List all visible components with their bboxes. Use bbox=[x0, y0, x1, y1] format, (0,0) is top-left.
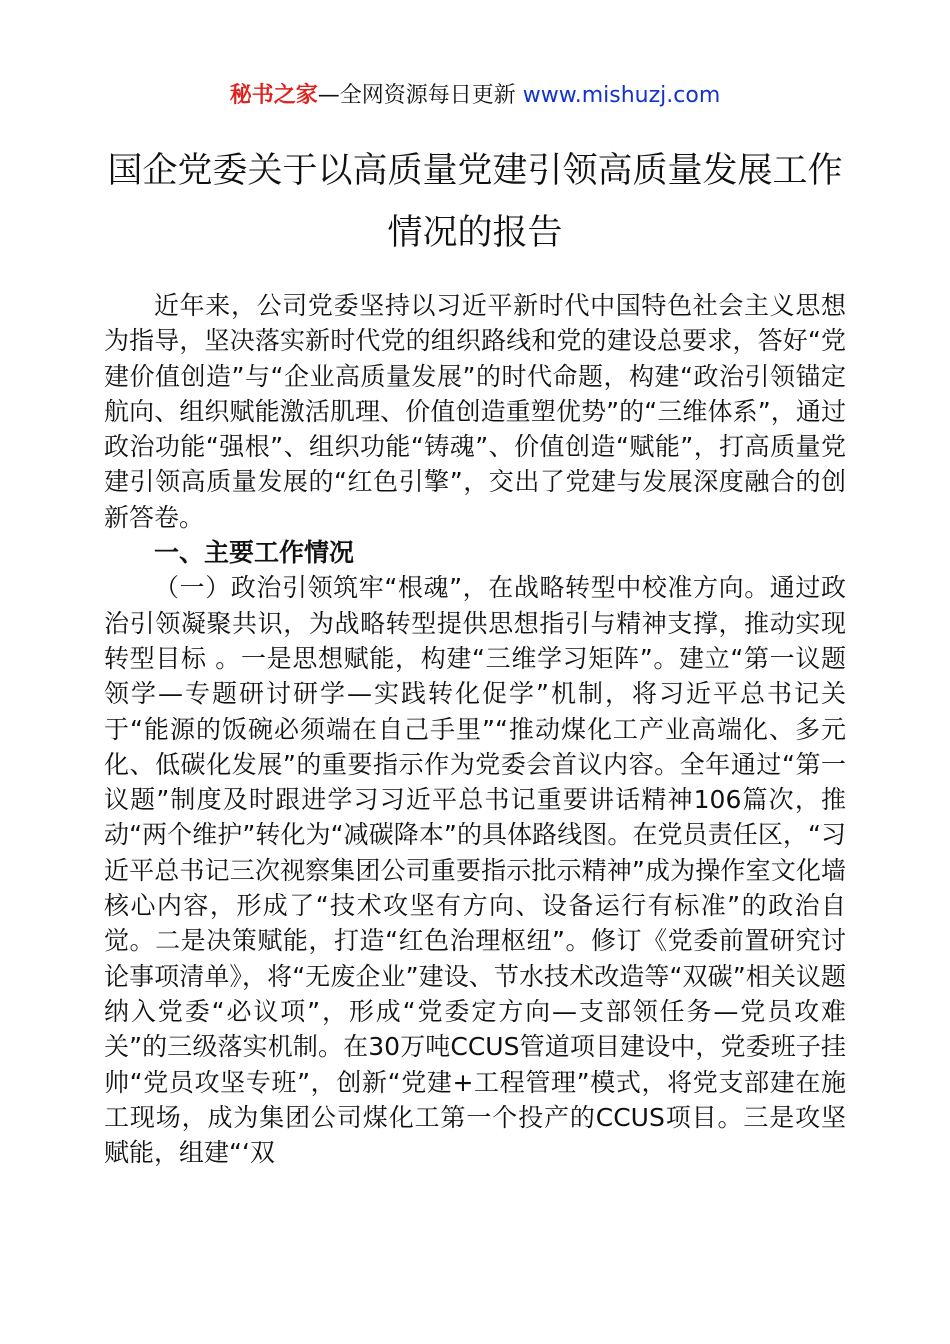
intro-paragraph: 近年来，公司党委坚持以习近平新时代中国特色社会主义思想为指导，坚决落实新时代党的组织路线和党的建设总要求，答好“党建价值创造”与“企业高质量发展”的时代命题，构建“政治引领锚定航向、组织赋能激活肌理、价值创造重塑优势”的“三维体系”，通过政治功能“强根”、组织功能“铸魂”、价值创造“赋能”，打高质量党建引领高质量发展的“红色引擎”，交出了党建与发展深度融合的创新答卷。 bbox=[104, 291, 846, 532]
document-title bbox=[80, 140, 870, 264]
site-tagline: —全网资源每日更新 bbox=[317, 83, 516, 108]
section-paragraph: （一）政治引领筑牢“根魂”，在战略转型中校准方向。通过政治引领凝聚共识，为战略转型提供思想指引与精神支撑，推动实现转型目标 。一是思想赋能，构建“三维学习矩阵”。建立“第一议题领学—专题研讨研学—实践转化促学”机制，将习近平总书记关于“能源的饭碗必须端在自己手里”“推动煤化工产业高端化、多元化、低碳化发展”的重要指示作为党委会首议内容。全年通过“第一议题”制度及时跟进学习习近平总书记重要讲话精神106篇次，推动“两个维护”转化为“减碳降本”的具体路线图。在党员责任区，“习近平总书记三次视察集团公司重要指示批示精神”成为操作室文化墙核心内容，形成了“技术攻坚有方向、设备运行有标准”的政治自觉。二是决策赋能，打造“红色治理枢纽”。修订《党委前置研究讨论事项清单》，将“无废企业”建设、节水技术改造等“双碳”相关议题纳入党委“必议项”，形成“党委定方向—支部领任务—党员攻难关”的三级落实机制。在30万吨CCUS管道项目建设中，党委班子挂帅“党员攻坚专班”，创新“党建+工程管理”模式，将党支部建在施工现场，成为集团公司煤化工第一个投产的CCUS项目。三是攻坚赋能，组建“‘双 bbox=[104, 573, 846, 1168]
document-title-line-2: 情况的报告 bbox=[387, 213, 563, 253]
site-url-link[interactable]: www.mishuzj.com bbox=[522, 83, 721, 108]
section-heading: 一、主要工作情况 bbox=[154, 538, 355, 568]
document-title-line-1: 国企党委关于以高质量党建引领高质量发展工作 bbox=[107, 151, 843, 191]
site-banner bbox=[0, 80, 950, 112]
document-body bbox=[104, 288, 846, 1170]
site-brand: 秘书之家 bbox=[229, 83, 318, 108]
